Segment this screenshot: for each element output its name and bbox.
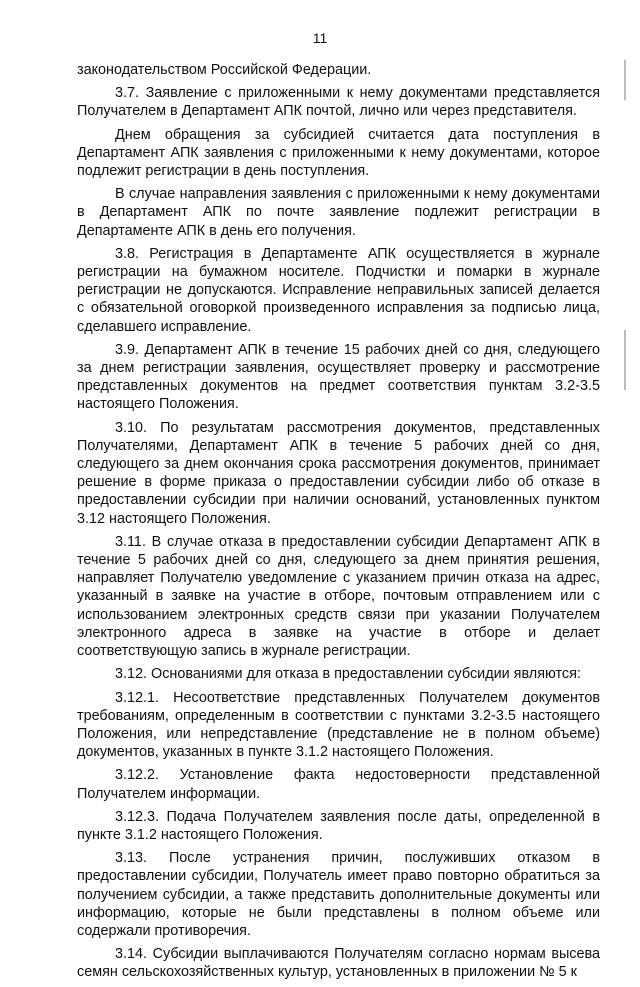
paragraph: 3.12.1. Несоответствие представленных Получателем документов требованиям, определенным в соответствии с пунктами 3.2-3.5 настоящего Положения, или непредставление (представление не в полном объеме) документов, указанных в пункте 3.1.2 настоящего Положения.: [77, 689, 600, 761]
scan-artifact: [624, 60, 626, 100]
paragraph: Днем обращения за субсидией считается дата поступления в Департамент АПК заявления с приложенными к нему документами, которое подлежит регистрации в день поступления.: [77, 126, 600, 180]
paragraph: 3.12.2. Установление факта недостоверности представленной Получателем информации.: [77, 767, 600, 802]
paragraph: 3.12.3. Подача Получателем заявления после даты, определенной в пункте 3.1.2 настоящего Положения.: [77, 808, 600, 843]
paragraph: 3.9. Департамент АПК в течение 15 рабочих дней со дня, следующего за днем регистрации заявления, осуществляет проверку и рассмотрение представленных документов на предмет соответствия пунктам 3.2-3.5 настоящего Положения.: [77, 341, 600, 413]
paragraph: 3.12. Основаниями для отказа в предоставлении субсидии являются:: [115, 666, 581, 683]
paragraph: 3.13. После устранения причин, послуживших отказом в предоставлении субсидии, Получатель имеет право повторно обратиться за получением субсидии, а также представить дополнительные документы или информацию, которые не были представлены в полном объеме или содержали противоречия.: [77, 850, 600, 939]
paragraph: законодательством Российской Федерации.: [77, 62, 372, 78]
scan-artifact: [624, 330, 626, 390]
document-body: [77, 61, 600, 987]
paragraph: 3.14. Субсидии выплачиваются Получателям согласно нормам высева семян сельскохозяйственных культур, установленных в приложении № 5 к: [77, 946, 600, 981]
paragraph: 3.11. В случае отказа в предоставлении субсидии Департамент АПК в течение 5 рабочих дней со дня, следующего за днем принятия решения, направляет Получателю уведомление с указанием причин отказа на адрес, указанный в заявке на участие в отборе, почтовым отправлением или с использованием электронных средств связи при указании Получателем электронного адреса в заявке на участие в отборе и делает соответствующую запись в журнале регистрации.: [77, 533, 600, 660]
paragraph: 3.8. Регистрация в Департаменте АПК осуществляется в журнале регистрации на бумажном носителе. Подчистки и помарки в журнале регистрации не допускаются. Исправление неправильных записей делается с обязательной оговоркой произведенного исправления за подписью лица, сделавшего исправление.: [77, 245, 600, 335]
paragraph: 3.10. По результатам рассмотрения документов, представленных Получателями, Департамент АПК в течение 5 рабочих дней со дня, следующего за днем окончания срока рассмотрения документов, принимает решение в форме приказа о предоставлении субсидии либо об отказе в предоставлении субсидии при наличии оснований, установленных пунктом 3.12 настоящего Положения.: [77, 419, 600, 527]
page-number: 11: [312, 30, 328, 46]
paragraph: В случае направления заявления с приложенными к нему документами в Департамент АПК по почте заявление подлежит регистрации в Департаменте АПК в день его получения.: [77, 186, 600, 239]
paragraph: 3.7. Заявление с приложенными к нему документами представляется Получателем в Департамент АПК почтой, лично или через представителя.: [77, 85, 600, 120]
